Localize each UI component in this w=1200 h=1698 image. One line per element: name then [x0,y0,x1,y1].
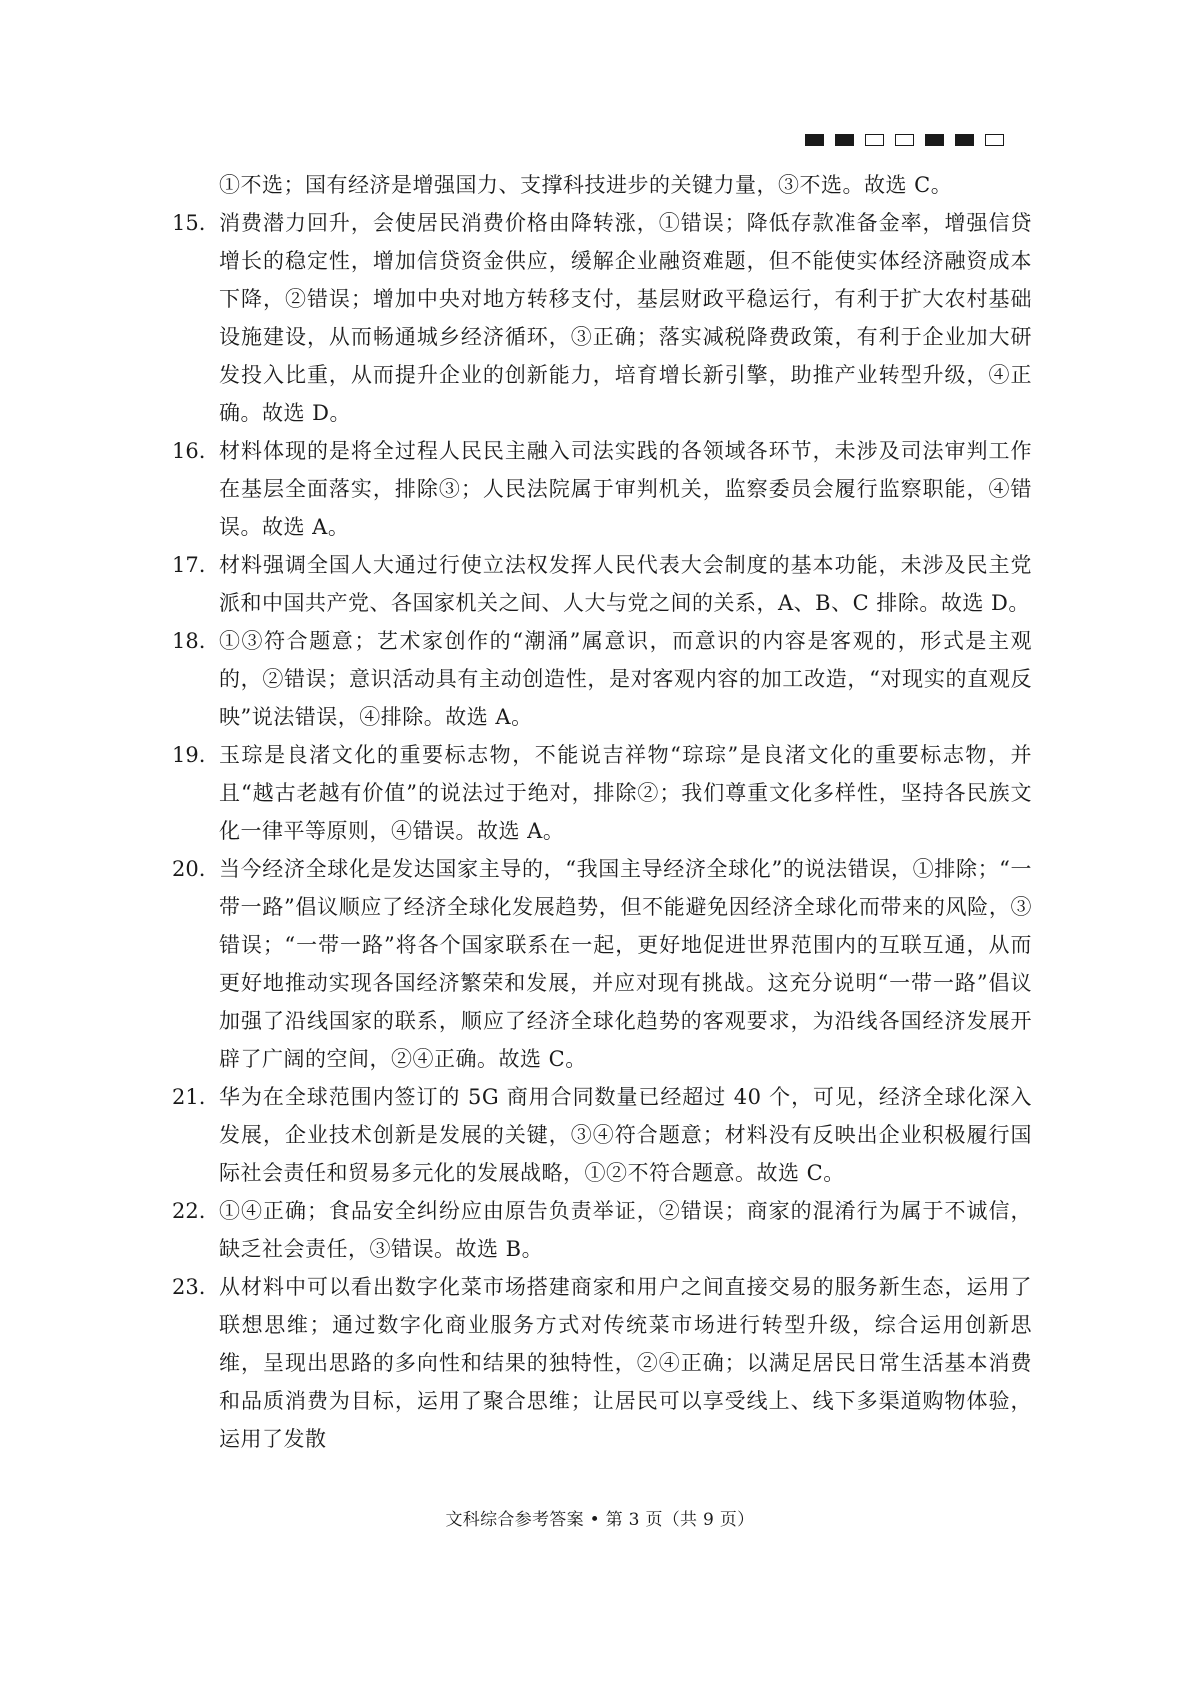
answer-text: 材料强调全国人大通过行使立法权发挥人民代表大会制度的基本功能，未涉及民主党派和中国共产党、各国家机关之间、人大与党之间的关系，A、B、C 排除。故选 D。 [219,553,1032,615]
answer-item [172,850,1032,1078]
answer-item [172,1078,1032,1192]
answer-text: ①③符合题意；艺术家创作的“潮涌”属意识，而意识的内容是客观的，形式是主观的，②错误；意识活动具有主动创造性，是对客观内容的加工改造，“对现实的直观反映”说法错误，④排除。故选 A。 [219,629,1032,729]
registration-mark [985,134,1004,146]
page-footer: 文科综合参考答案 • 第 3 页（共 9 页） [445,1510,755,1530]
answer-item [172,1268,1032,1458]
answer-number: 23. [172,1275,206,1299]
answer-number: 20. [172,857,206,881]
answer-number: 22. [172,1199,206,1223]
answer-number: 19. [172,743,206,767]
registration-mark [805,134,824,146]
answer-item [172,736,1032,850]
answer-number: 15. [172,211,206,235]
registration-mark [955,134,974,146]
answer-item [172,204,1032,432]
answer-number: 21. [172,1085,206,1109]
answer-item [172,432,1032,546]
answer-item [172,1192,1032,1268]
answer-number: 16. [172,439,206,463]
answer-item [172,546,1032,622]
continued-answer-text: ①不选；国有经济是增强国力、支撑科技进步的关键力量，③不选。故选 C。 [219,173,953,197]
answer-text: 从材料中可以看出数字化菜市场搭建商家和用户之间直接交易的服务新生态，运用了联想思维；通过数字化商业服务方式对传统菜市场进行转型升级，综合运用创新思维，呈现出思路的多向性和结果的独特性，②④正确；以满足居民日常生活基本消费和品质消费为目标，运用了聚合思维；让居民可以享受线上、线下多渠道购物体验，运用了发散 [219,1275,1032,1451]
answer-text: 材料体现的是将全过程人民民主融入司法实践的各领域各环节，未涉及司法审判工作在基层全面落实，排除③；人民法院属于审判机关，监察委员会履行监察职能，④错误。故选 A。 [219,439,1032,539]
answer-text: 玉琮是良渚文化的重要标志物，不能说吉祥物“琮琮”是良渚文化的重要标志物，并且“越古老越有价值”的说法过于绝对，排除②；我们尊重文化多样性，坚持各民族文化一律平等原则，④错误。故选 A。 [219,743,1032,843]
registration-mark [865,134,884,146]
answer-number: 18. [172,629,206,653]
registration-mark [835,134,854,146]
answer-text: 华为在全球范围内签订的 5G 商用合同数量已经超过 40 个，可见，经济全球化深入发展，企业技术创新是发展的关键，③④符合题意；材料没有反映出企业积极履行国际社会责任和贸易多元化的发展战略，①②不符合题意。故选 C。 [219,1085,1032,1185]
answer-item [172,622,1032,736]
answer-text: 当今经济全球化是发达国家主导的，“我国主导经济全球化”的说法错误，①排除；“一带一路”倡议顺应了经济全球化发展趋势，但不能避免因经济全球化而带来的风险，③错误；“一带一路”将各个国家联系在一起，更好地促进世界范围内的互联互通，从而更好地推动实现各国经济繁荣和发展，并应对现有挑战。这充分说明“一带一路”倡议加强了沿线国家的联系，顺应了经济全球化趋势的客观要求，为沿线各国经济发展开辟了广阔的空间，②④正确。故选 C。 [219,857,1032,1071]
answer-text: 消费潜力回升，会使居民消费价格由降转涨，①错误；降低存款准备金率，增强信贷增长的稳定性，增加信贷资金供应，缓解企业融资难题，但不能使实体经济融资成本下降，②错误；增加中央对地方转移支付，基层财政平稳运行，有利于扩大农村基础设施建设，从而畅通城乡经济循环，③正确；落实减税降费政策，有利于企业加大研发投入比重，从而提升企业的创新能力，培育增长新引擎，助推产业转型升级，④正确。故选 D。 [219,211,1032,425]
registration-marks [805,134,1004,149]
registration-mark [925,134,944,146]
answer-number: 17. [172,553,206,577]
answer-text: ①④正确；食品安全纠纷应由原告负责举证，②错误；商家的混淆行为属于不诚信，缺乏社会责任，③错误。故选 B。 [219,1199,1032,1261]
registration-mark [895,134,914,146]
answer-content [172,166,1032,1458]
